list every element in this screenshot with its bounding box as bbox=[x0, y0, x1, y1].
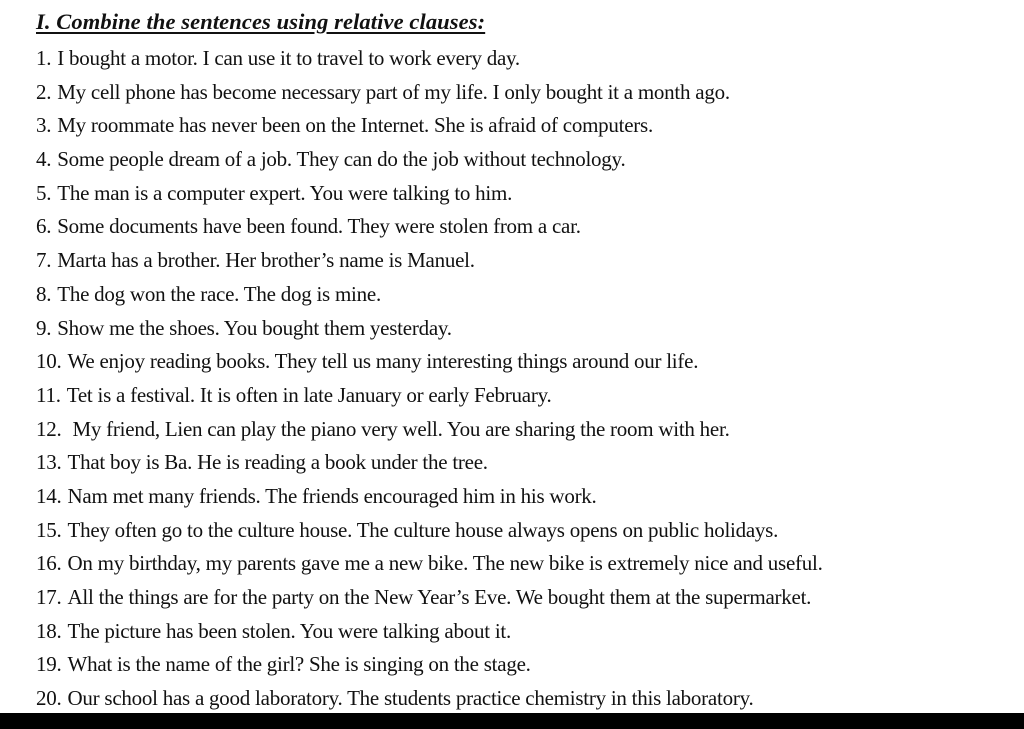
item-number: 11. bbox=[36, 382, 61, 407]
item-text: On my birthday, my parents gave me a new bike. The new bike is extremely nice and useful. bbox=[67, 551, 823, 576]
item-number: 9. bbox=[36, 315, 52, 340]
sentence-item-3 bbox=[36, 109, 823, 143]
sentence-item-11 bbox=[36, 379, 823, 413]
item-number: 3. bbox=[36, 113, 52, 138]
item-text: Tet is a festival. It is often in late January or early February. bbox=[66, 382, 552, 407]
item-text: Marta has a brother. Her brother’s name is Manuel. bbox=[57, 248, 475, 273]
item-number: 7. bbox=[36, 248, 52, 273]
item-text: What is the name of the girl? She is singing on the stage. bbox=[67, 652, 531, 677]
sentence-item-13 bbox=[36, 446, 823, 480]
item-number: 14. bbox=[36, 483, 62, 508]
sentence-item-10 bbox=[36, 345, 823, 379]
item-text: They often go to the culture house. The culture house always opens on public holidays. bbox=[67, 517, 779, 542]
sentence-item-9 bbox=[36, 312, 823, 346]
item-number: 5. bbox=[36, 180, 52, 205]
sentence-item-8 bbox=[36, 278, 823, 312]
sentence-item-7 bbox=[36, 244, 823, 278]
sentence-item-14 bbox=[36, 480, 823, 514]
sentence-item-6 bbox=[36, 210, 823, 244]
item-text: Some people dream of a job. They can do the job without technology. bbox=[57, 147, 626, 172]
item-number: 2. bbox=[36, 79, 52, 104]
item-text: Our school has a good laboratory. The students practice chemistry in this laboratory. bbox=[67, 686, 754, 711]
item-text: We enjoy reading books. They tell us many interesting things around our life. bbox=[67, 349, 699, 374]
item-number: 20. bbox=[36, 686, 62, 711]
sentence-item-16 bbox=[36, 547, 823, 581]
item-number: 13. bbox=[36, 450, 62, 475]
item-text: The picture has been stolen. You were talking about it. bbox=[67, 618, 511, 643]
exercise-title: I. Combine the sentences using relative clauses: bbox=[36, 9, 486, 34]
sentence-item-18 bbox=[36, 615, 823, 649]
sentence-item-12 bbox=[36, 413, 823, 447]
item-number: 17. bbox=[36, 585, 62, 609]
item-text: Nam met many friends. The friends encouraged him in his work. bbox=[67, 483, 597, 508]
item-number: 6. bbox=[36, 214, 52, 239]
item-number: 10. bbox=[36, 349, 62, 374]
sentence-item-2 bbox=[36, 76, 823, 110]
sentence-item-17 bbox=[36, 581, 823, 615]
item-text: My roommate has never been on the Internet. She is afraid of computers. bbox=[57, 113, 653, 138]
item-text: My friend, Lien can play the piano very well. You are sharing the room with her. bbox=[67, 416, 730, 441]
item-text: I bought a motor. I can use it to travel to work every day. bbox=[57, 46, 520, 70]
sentence-item-15 bbox=[36, 514, 823, 548]
item-text: The man is a computer expert. You were talking to him. bbox=[57, 180, 513, 205]
sentence-item-1 bbox=[36, 42, 823, 76]
item-number: 19. bbox=[36, 652, 62, 677]
sentence-item-19 bbox=[36, 648, 823, 682]
sentence-item-4 bbox=[36, 143, 823, 177]
item-text: Some documents have been found. They were stolen from a car. bbox=[57, 214, 581, 239]
item-number: 15. bbox=[36, 517, 62, 542]
item-number: 4. bbox=[36, 147, 52, 172]
sentence-item-5 bbox=[36, 177, 823, 211]
item-text: That boy is Ba. He is reading a book under the tree. bbox=[67, 450, 488, 475]
item-number: 8. bbox=[36, 281, 52, 306]
bottom-border bbox=[0, 713, 1024, 729]
item-number: 12. bbox=[36, 416, 62, 441]
item-number: 18. bbox=[36, 618, 62, 643]
item-text: My cell phone has become necessary part of my life. I only bought it a month ago. bbox=[57, 79, 730, 104]
item-text: The dog won the race. The dog is mine. bbox=[57, 281, 381, 306]
item-text: All the things are for the party on the New Year’s Eve. We bought them at the supermarket. bbox=[67, 585, 812, 609]
item-number: 16. bbox=[36, 551, 62, 576]
item-text: Show me the shoes. You bought them yesterday. bbox=[57, 315, 452, 340]
sentence-list bbox=[36, 42, 823, 716]
sentence-item-20 bbox=[36, 682, 823, 716]
item-number: 1. bbox=[36, 46, 52, 70]
